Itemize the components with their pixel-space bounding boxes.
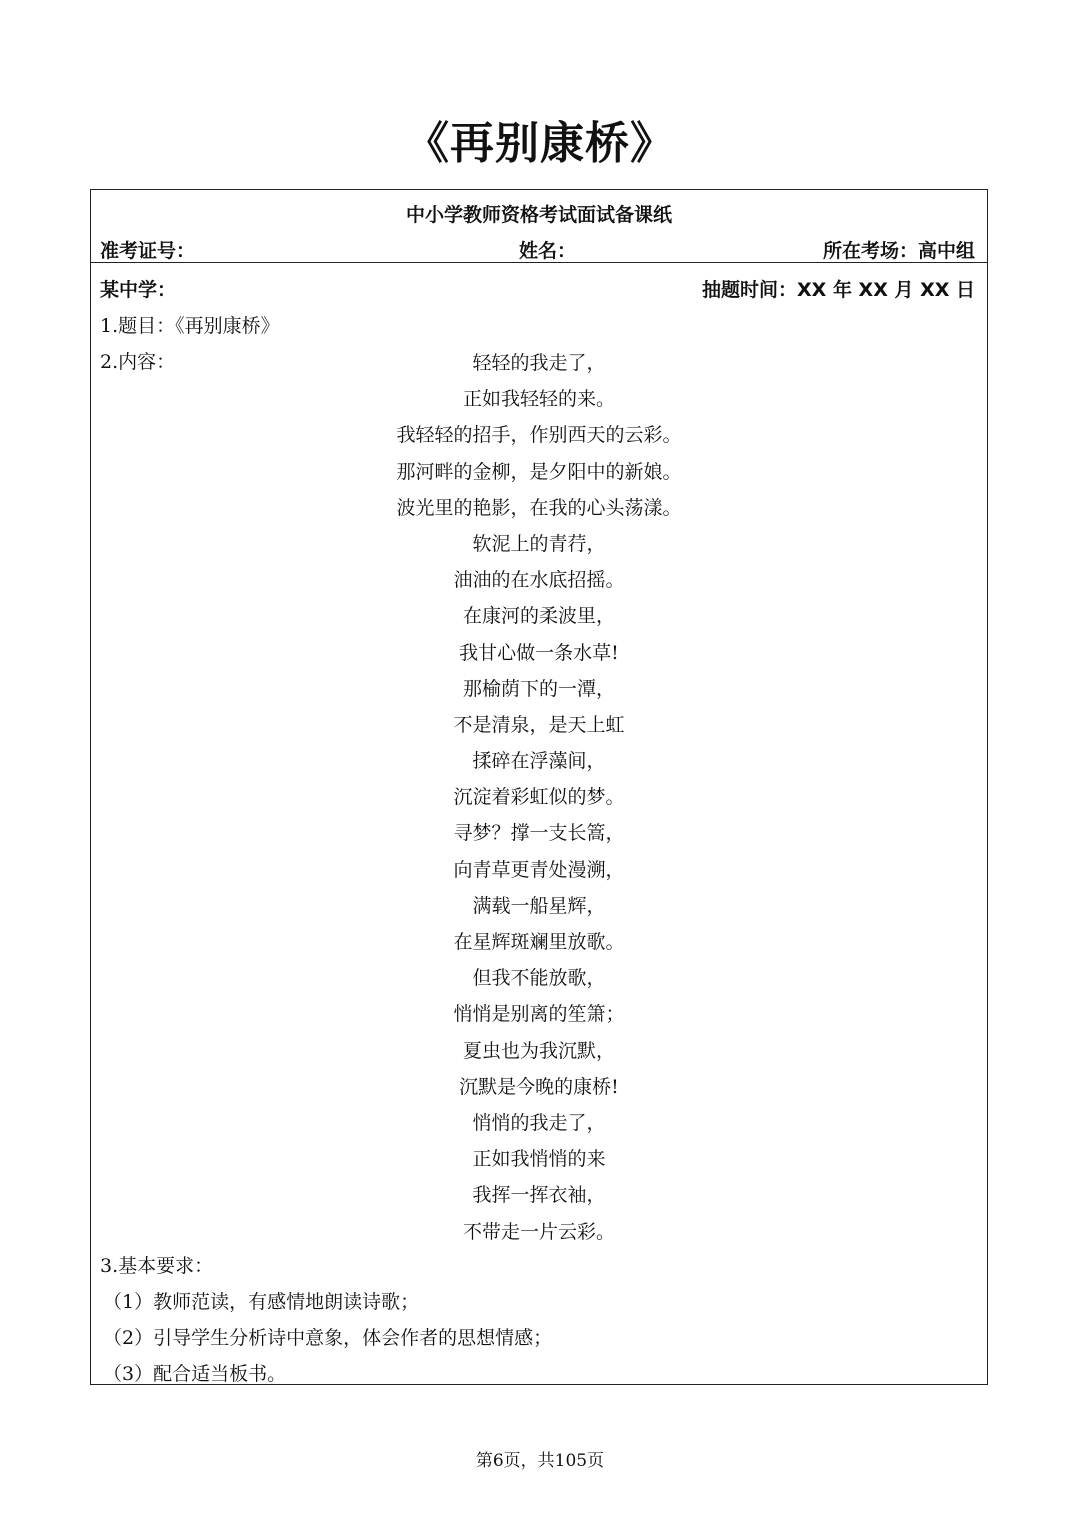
topic-line: 1.题目：《再别康桥》: [100, 315, 280, 337]
poem-line: 揉碎在浮藻间，: [472, 750, 606, 773]
page-footer: 第6页，共105页: [475, 1451, 605, 1471]
requirements-heading: 3.基本要求：: [100, 1255, 214, 1277]
draw-time-label: 抽题时间：XX 年 XX 月 XX 日: [702, 279, 975, 301]
poem-line: 轻轻的我走了，: [472, 352, 606, 374]
ticket-number-label: 准考证号：: [100, 240, 196, 262]
lesson-plan-form: [90, 189, 988, 1385]
poem-line: 那河畔的金柳，是夕阳中的新娘。: [396, 460, 682, 483]
poem-line: 软泥上的青荇，: [472, 532, 606, 555]
school-label: 某中学：: [100, 279, 177, 301]
name-label: 姓名：: [519, 240, 577, 262]
poem-line: 悄悄是别离的笙箫；: [453, 1003, 625, 1026]
poem-line: 沉默是今晚的康桥!: [459, 1075, 619, 1098]
poem-line: 不带走一片云彩。: [462, 1220, 615, 1243]
requirement-item: （2）引导学生分析诗中意象，体会作者的思想情感；: [103, 1327, 553, 1349]
poem-line: 正如我悄悄的来: [472, 1148, 606, 1171]
document-title: 《再别康桥》: [405, 118, 675, 169]
poem-line: 沉淀着彩虹似的梦。: [453, 786, 625, 809]
poem-line: 悄悄的我走了，: [472, 1111, 606, 1134]
poem-line: 夏虫也为我沉默，: [462, 1039, 615, 1062]
requirement-item: （3）配合适当板书。: [103, 1363, 287, 1385]
poem-line: 那榆荫下的一潭，: [462, 677, 615, 700]
requirement-item: （1）教师范读，有感情地朗读诗歌；: [103, 1291, 420, 1313]
poem-line: 向青草更青处漫溯，: [453, 858, 625, 881]
content-label: 2.内容：: [100, 351, 176, 373]
poem-line: 我挥一挥衣袖，: [472, 1184, 606, 1207]
poem-line: 寻梦？撑一支长篙，: [453, 822, 625, 845]
poem-line: 在康河的柔波里，: [462, 605, 615, 628]
poem-line: 但我不能放歌，: [472, 967, 606, 990]
form-header-title: 中小学教师资格考试面试备课纸: [405, 204, 672, 226]
poem-line: 我甘心做一条水草!: [459, 641, 619, 664]
poem-text: [91, 345, 987, 1250]
poem-line: 不是清泉，是天上虹: [453, 713, 625, 736]
venue-label: 所在考场：高中组: [822, 240, 975, 262]
form-header: [91, 190, 987, 263]
poem-line: 油油的在水底招摇。: [453, 569, 625, 592]
poem-line: 我轻轻的招手，作别西天的云彩。: [396, 424, 682, 447]
poem-line: 波光里的艳影，在我的心头荡漾。: [396, 496, 682, 519]
poem-line: 在星辉斑斓里放歌。: [453, 931, 625, 953]
poem-line: 正如我轻轻的来。: [462, 388, 615, 411]
poem-line: 满载一船星辉，: [472, 894, 606, 917]
